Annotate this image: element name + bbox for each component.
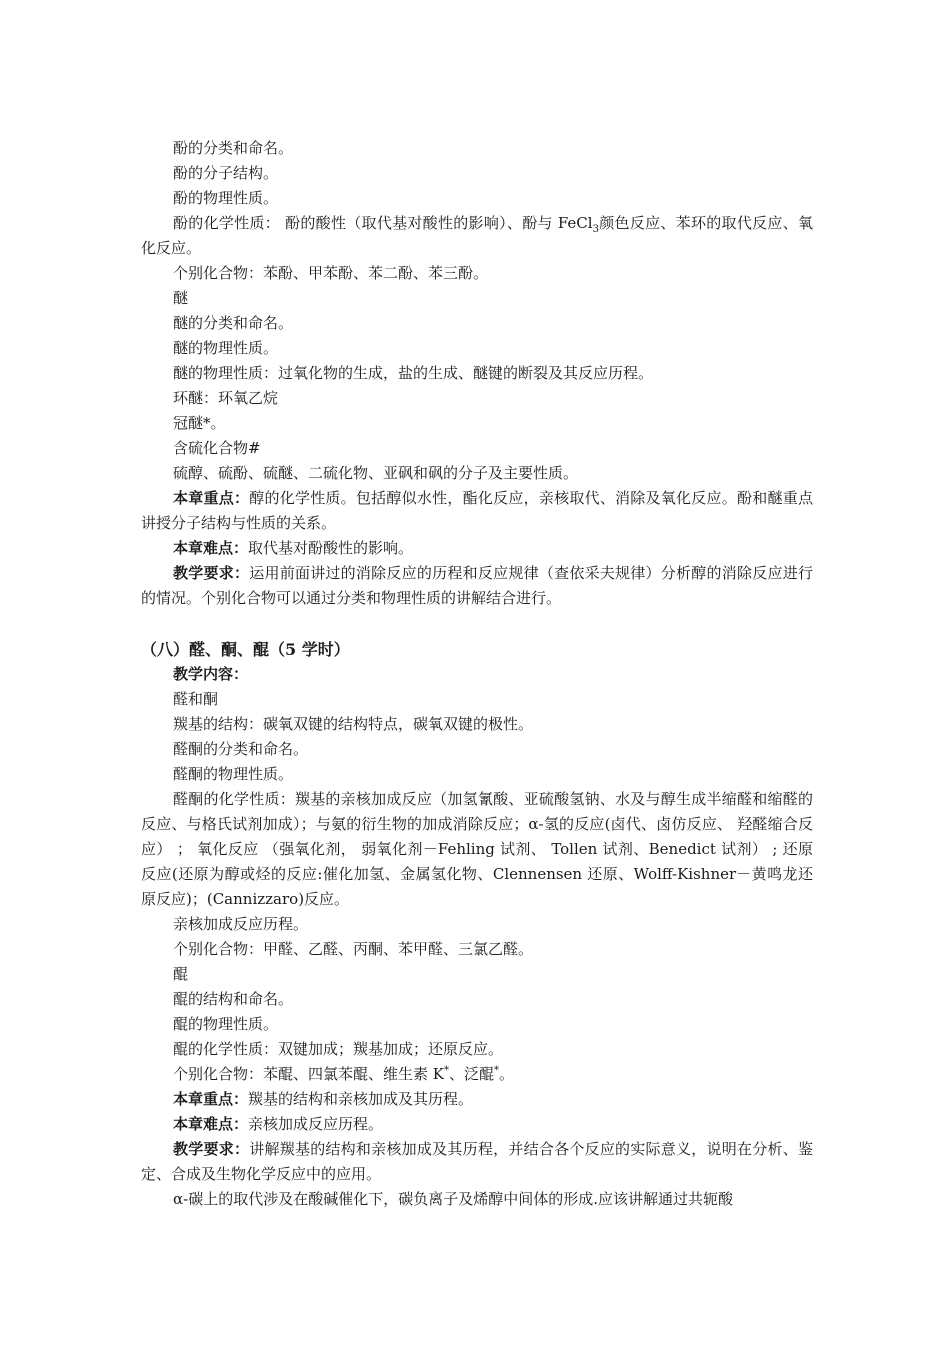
section-heading: （八）醛、酮、醌（5 学时）	[141, 640, 350, 659]
ch7-difficulty	[141, 536, 813, 561]
phenol-chem-text-1: 酚的酸性（取代基对酸性的影响）、酚与 FeCl	[280, 214, 593, 232]
vitamin-k-superscript: *	[443, 1065, 449, 1076]
quinone-end-mark: 。	[499, 1065, 515, 1083]
ether-line: 醚的分类和命名。	[173, 314, 294, 332]
ether-line: 个别化合物：苯酚、甲苯酚、苯二酚、苯三酚。	[173, 264, 489, 282]
ch8-difficulty-text: 亲核加成反应历程。	[248, 1115, 384, 1133]
phenol-lines	[141, 136, 813, 211]
aldehyde-ketone-line: 醛酮的物理性质。	[173, 765, 294, 783]
ch7-req-label: 教学要求：	[173, 564, 250, 582]
phenol-chem-lead: 酚的化学性质：	[173, 214, 281, 232]
ubiquinone-superscript: *	[494, 1065, 499, 1076]
quinone-compounds	[141, 1062, 813, 1087]
ch8-key-text: 羰基的结构和亲核加成及其历程。	[248, 1090, 474, 1108]
ch7-key-points	[141, 486, 813, 536]
phenol-chem-text-2: 颜色反应、苯环的取代反应、氧化反应。	[141, 214, 813, 257]
page-content	[141, 136, 813, 1212]
phenol-line: 酚的物理性质。	[173, 189, 279, 207]
aldehyde-ketone-line: 个别化合物：甲醛、乙醛、丙酮、苯甲醛、三氯乙醛。	[173, 940, 534, 958]
quinone-compounds-text: 个别化合物：苯醌、四氯苯醌、维生素 K	[173, 1065, 444, 1083]
aldehyde-ketone-lines	[141, 687, 813, 1062]
ch8-req-label: 教学要求：	[173, 1140, 250, 1158]
ether-line: 醚	[173, 289, 189, 307]
ch8-difficulty-label: 本章难点：	[173, 1115, 249, 1133]
phenol-line: 酚的分子结构。	[173, 164, 279, 182]
phenol-chemical-properties	[141, 211, 813, 261]
aldehyde-ketone-line: 醌的化学性质：双键加成；羰基加成；还原反应。	[173, 1040, 504, 1058]
ch8-req-text: 讲解羰基的结构和亲核加成及其历程，并结合各个反应的实际意义，说明在分析、鉴定、合成及生物化学反应中的应用。	[141, 1140, 813, 1183]
ch7-key-label: 本章重点：	[173, 489, 250, 507]
aldehyde-ketone-line: 亲核加成反应历程。	[173, 915, 309, 933]
ether-line: 醚的物理性质：过氧化物的生成，盐的生成、醚键的断裂及其反应历程。	[173, 364, 654, 382]
ether-line: 含硫化合物#	[173, 439, 261, 457]
ch8-requirements	[141, 1137, 813, 1187]
ether-line: 硫醇、硫酚、硫醚、二硫化物、亚砜和砜的分子及主要性质。	[173, 464, 579, 482]
aldehyde-ketone-line: 醌的物理性质。	[173, 1015, 279, 1033]
ether-lines	[141, 261, 813, 486]
ch7-req-text: 运用前面讲过的消除反应的历程和反应规律（查依采夫规律）分析醇的消除反应进行的情况。个别化合物可以通过分类和物理性质的讲解结合进行。	[141, 564, 813, 607]
alpha-carbon-line: α-碳上的取代涉及在酸碱催化下，碳负离子及烯醇中间体的形成.应该讲解通过共轭酸	[173, 1190, 733, 1208]
ch7-requirements	[141, 561, 813, 611]
fecl3-subscript: 3	[592, 224, 599, 235]
ch7-difficulty-text: 取代基对酚酸性的影响。	[248, 539, 414, 557]
ch8-key-points	[141, 1087, 813, 1112]
aldehyde-ketone-line: 醌	[173, 965, 189, 983]
ubiquinone-text: 、泛醌	[448, 1065, 494, 1083]
ether-line: 环醚：环氧乙烷	[173, 389, 279, 407]
aldehyde-ketone-line: 醛酮的化学性质：羰基的亲核加成反应（加氢氰酸、亚硫酸氢钠、水及与醇生成半缩醛和缩醛的反应、与格氏试剂加成）；与氨的衍生物的加成消除反应；α-氢的反应(卤代、卤仿反应、 羟醛缩合反应） ； 氧化反应 （强氧化剂， 弱氧化剂－Fehling 试剂、 Tollen 试剂、Benedict 试剂） ; 还原反应(还原为醇或烃的反应:催化加氢、金属氢化物、Clennensen 还原、Wolff-Kishner－黄鸣龙还原反应)；(Cannizzaro)反应。	[141, 790, 813, 908]
ch8-difficulty	[141, 1112, 813, 1137]
ch8-key-label: 本章重点：	[173, 1090, 249, 1108]
aldehyde-ketone-line: 醛酮的分类和命名。	[173, 740, 309, 758]
ether-line: 醚的物理性质。	[173, 339, 279, 357]
aldehyde-ketone-line: 醌的结构和命名。	[173, 990, 294, 1008]
ch7-difficulty-label: 本章难点：	[173, 539, 249, 557]
aldehyde-ketone-line: 醛和酮	[173, 690, 219, 708]
teaching-content-label: 教学内容：	[173, 665, 249, 683]
ether-line: 冠醚*。	[173, 414, 226, 432]
aldehyde-ketone-line: 羰基的结构：碳氧双键的结构特点，碳氧双键的极性。	[173, 715, 534, 733]
phenol-line: 酚的分类和命名。	[173, 139, 294, 157]
ch7-key-text: 醇的化学性质。包括醇似水性，酯化反应，亲核取代、消除及氧化反应。酚和醚重点讲授分子结构与性质的关系。	[141, 489, 813, 532]
